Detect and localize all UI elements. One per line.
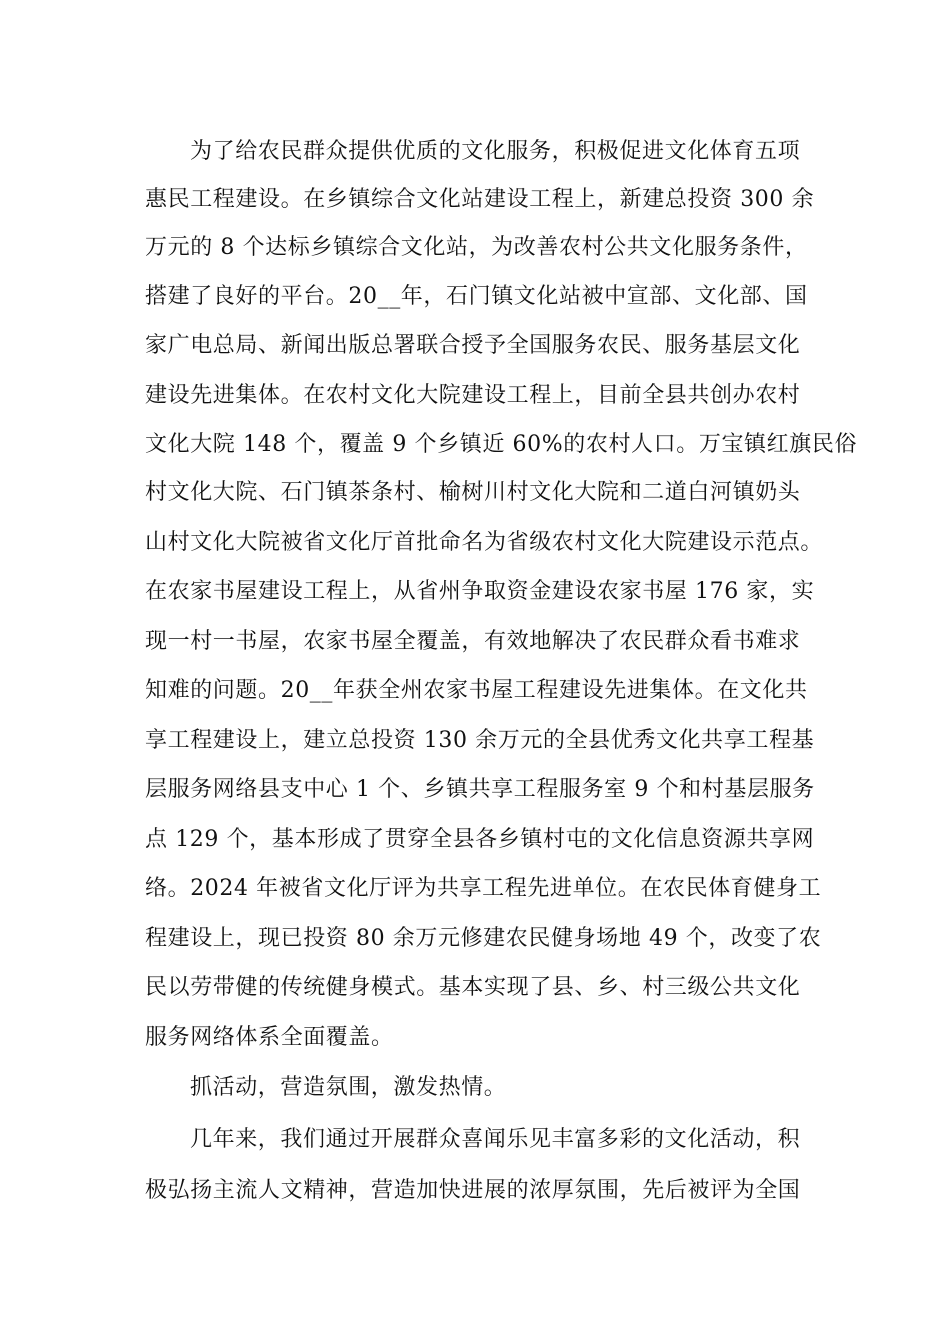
text-line: 极弘扬主流人文精神，营造加快进展的浓厚氛围，先后被评为全国	[145, 1178, 801, 1203]
text-line: 享工程建设上，建立总投资 130 余万元的全县优秀文化共享工程基	[145, 728, 815, 753]
text-line: 搭建了良好的平台。20__年，石门镇文化站被中宣部、文化部、国	[145, 284, 808, 309]
text-line: 点 129 个，基本形成了贯穿全县各乡镇村屯的文化信息资源共享网	[145, 827, 815, 852]
text-line: 家广电总局、新闻出版总署联合授予全国服务农民、服务基层文化	[145, 333, 801, 358]
text-line: 服务网络体系全面覆盖。	[145, 1025, 394, 1050]
text-line: 在农家书屋建设工程上，从省州争取资金建设农家书屋 176 家，实	[145, 579, 815, 604]
text-line: 络。2024 年被省文化厅评为共享工程先进单位。在农民体育健身工	[145, 876, 822, 901]
text-line: 程建设上，现已投资 80 余万元修建农民健身场地 49 个，改变了农	[145, 926, 822, 951]
text-line: 为了给农民群众提供优质的文化服务，积极促进文化体育五项	[190, 139, 801, 164]
text-line: 建设先进集体。在农村文化大院建设工程上，目前全县共创办农村	[145, 383, 801, 408]
section-heading: 抓活动，营造氛围，激发热情。	[190, 1075, 507, 1100]
text-line: 文化大院 148 个，覆盖 9 个乡镇近 60%的农村人口。万宝镇红旗民俗	[145, 432, 858, 457]
text-line: 现一村一书屋，农家书屋全覆盖，有效地解决了农民群众看书难求	[145, 629, 801, 654]
text-line: 层服务网络县支中心 1 个、乡镇共享工程服务室 9 个和村基层服务	[145, 777, 815, 802]
text-line: 几年来，我们通过开展群众喜闻乐见丰富多彩的文化活动，积	[190, 1127, 801, 1152]
text-line: 知难的问题。20__年获全州农家书屋工程建设先进集体。在文化共	[145, 678, 808, 703]
text-line: 村文化大院、石门镇茶条村、榆树川村文化大院和二道白河镇奶头	[145, 480, 801, 505]
text-line: 山村文化大院被省文化厅首批命名为省级农村文化大院建设示范点。	[145, 530, 824, 555]
text-line: 惠民工程建设。在乡镇综合文化站建设工程上，新建总投资 300 余	[145, 187, 815, 212]
text-line: 万元的 8 个达标乡镇综合文化站，为改善农村公共文化服务条件，	[145, 235, 808, 260]
text-line: 民以劳带健的传统健身模式。基本实现了县、乡、村三级公共文化	[145, 975, 801, 1000]
